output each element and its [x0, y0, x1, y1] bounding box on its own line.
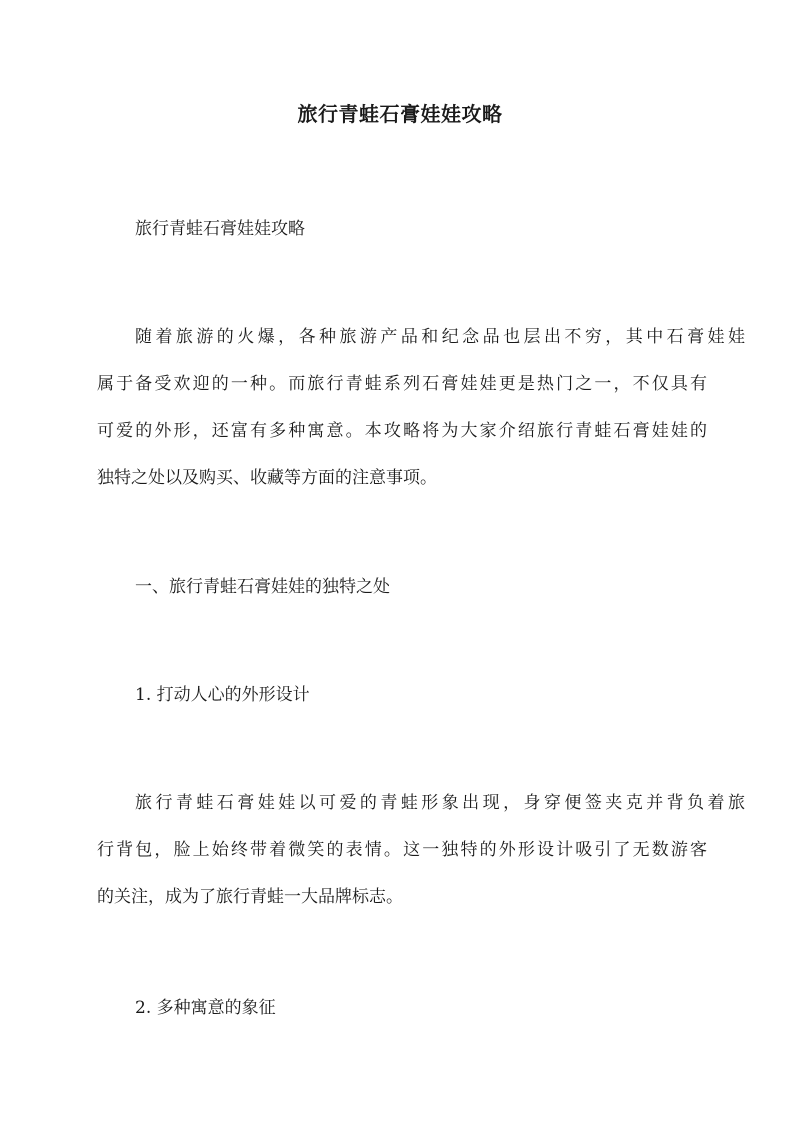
subsection-heading: 2. 多种寓意的象征 — [135, 998, 276, 1018]
subtitle: 旅行青蛙石膏娃娃攻略 — [135, 219, 305, 239]
document-title: 旅行青蛙石膏娃娃攻略 — [297, 102, 503, 126]
paragraph-line: 可爱的外形，还富有多种寓意。本攻略将为大家介绍旅行青蛙石膏娃娃的 — [97, 421, 707, 441]
paragraph-line: 旅行青蛙石膏娃娃以可爱的青蛙形象出现，身穿便签夹克并背负着旅 — [135, 793, 745, 813]
paragraph-line: 属于备受欢迎的一种。而旅行青蛙系列石膏娃娃更是热门之一，不仅具有 — [97, 374, 707, 394]
section-heading: 一、旅行青蛙石膏娃娃的独特之处 — [135, 577, 390, 597]
paragraph-line: 随着旅游的火爆，各种旅游产品和纪念品也层出不穷，其中石膏娃娃 — [135, 327, 745, 347]
subsection-heading: 1. 打动人心的外形设计 — [135, 685, 310, 705]
paragraph-line: 行背包，脸上始终带着微笑的表情。这一独特的外形设计吸引了无数游客 — [97, 840, 707, 860]
paragraph-line: 的关注，成为了旅行青蛙一大品牌标志。 — [97, 887, 403, 907]
paragraph-line: 独特之处以及购买、收藏等方面的注意事项。 — [97, 468, 437, 488]
